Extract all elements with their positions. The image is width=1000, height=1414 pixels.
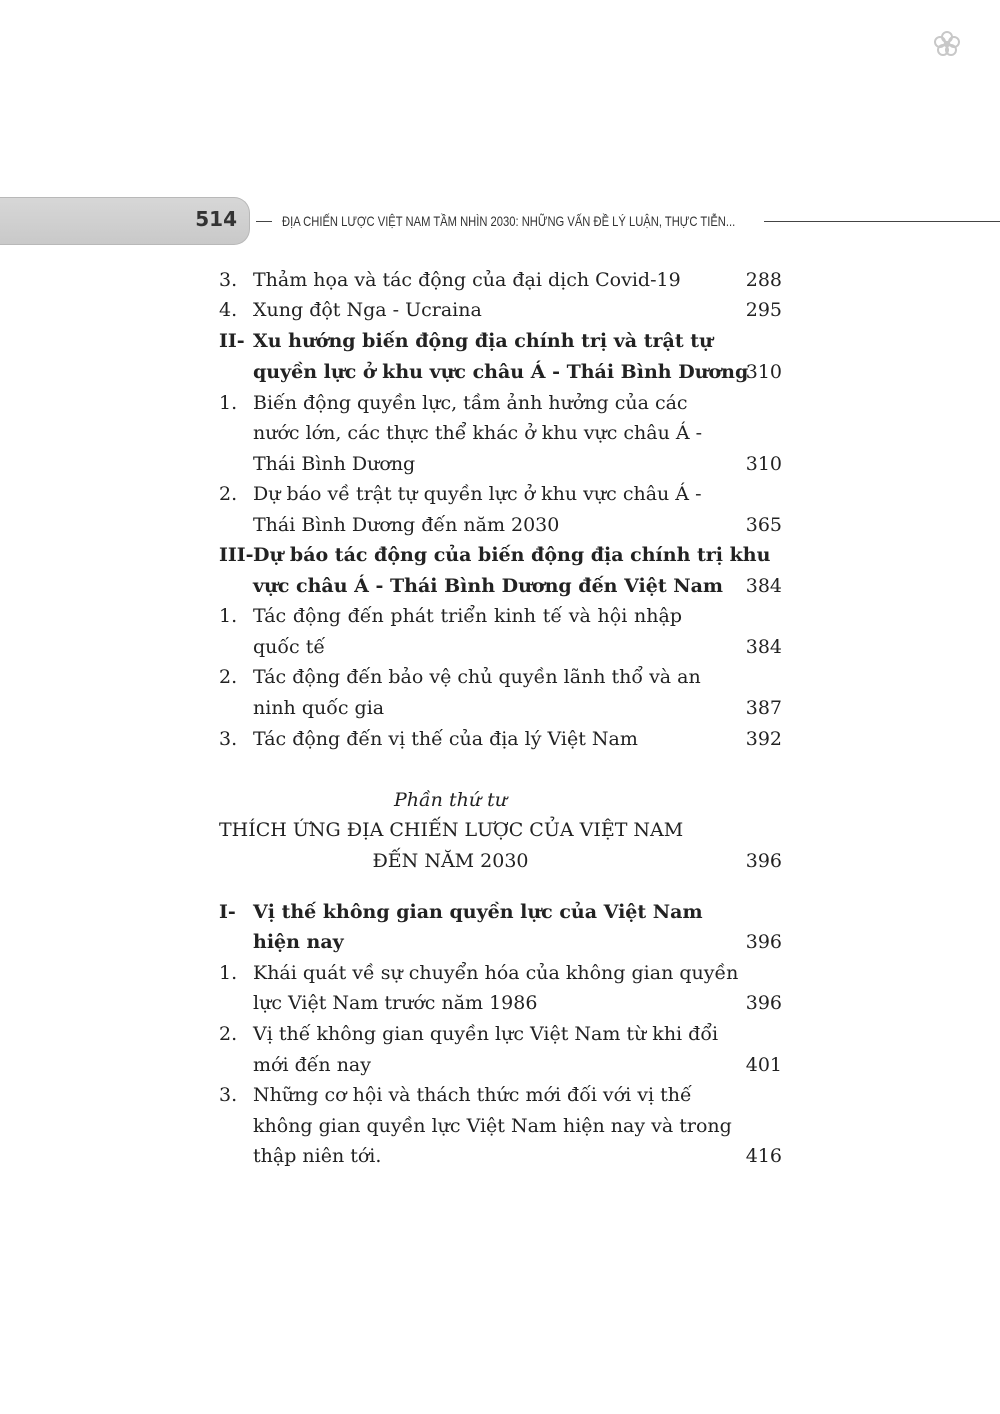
- page-number-tab: [0, 197, 250, 245]
- header-rule-left: [256, 221, 272, 222]
- toc-entry-number: 1.: [219, 392, 238, 414]
- toc-entry-page: 365: [745, 514, 782, 536]
- flower-ornament-icon: [933, 30, 961, 58]
- toc-section-number: III-: [219, 544, 254, 566]
- part-title-line1: THÍCH ỨNG ĐỊA CHIẾN LƯỢC CỦA VIỆT NAM: [219, 819, 684, 841]
- toc-entry-title-line2: quốc tế: [253, 636, 326, 658]
- toc-entry-page: 416: [745, 1145, 782, 1167]
- toc-entry-title-line2: nước lớn, các thực thể khác ở khu vực châu Á -: [253, 422, 703, 444]
- toc-entry-title-line2: không gian quyền lực Việt Nam hiện nay và trong: [253, 1115, 732, 1137]
- toc-entry-page: 310: [745, 453, 782, 475]
- header-rule-right: [764, 221, 1000, 222]
- toc-entry-title-line1: Khái quát về sự chuyển hóa của không gian quyền: [253, 962, 739, 984]
- toc-entry-title-line1: Dự báo về trật tự quyền lực ở khu vực châu Á -: [253, 483, 702, 505]
- part-label: Phần thứ tư: [394, 789, 507, 811]
- toc-entry-title-line1: Những cơ hội và thách thức mới đối với vị thế: [253, 1084, 692, 1106]
- part-page: 396: [745, 850, 782, 872]
- toc-section-page: 384: [745, 575, 782, 597]
- toc-entry-title: Tác động đến vị thế của địa lý Việt Nam: [253, 728, 638, 750]
- toc-entry-page: 401: [745, 1054, 782, 1076]
- toc-section-page: 310: [745, 361, 782, 383]
- toc-section-number: I-: [219, 901, 236, 923]
- toc-entry-title-line2: lực Việt Nam trước năm 1986: [253, 992, 538, 1014]
- toc-section-title-line1: Vị thế không gian quyền lực của Việt Nam: [253, 901, 703, 923]
- toc-entry-title-line1: Biến động quyền lực, tầm ảnh hưởng của các: [253, 392, 688, 414]
- toc-entry-title-line1: Tác động đến phát triển kinh tế và hội nhập: [253, 605, 682, 627]
- toc-entry-page: 295: [745, 299, 782, 321]
- toc-entry-title-line2: ninh quốc gia: [253, 697, 385, 719]
- toc-section-title-line2: quyền lực ở khu vực châu Á - Thái Bình Dương: [253, 361, 749, 383]
- toc-entry-title-line1: Vị thế không gian quyền lực Việt Nam từ khi đổi: [253, 1023, 719, 1045]
- toc-entry-number: 1.: [219, 962, 238, 984]
- toc-section-number: II-: [219, 330, 245, 352]
- page-number: 514: [195, 207, 237, 231]
- toc-section-page: 396: [745, 931, 782, 953]
- toc-entry-title-line2: mới đến nay: [253, 1054, 371, 1076]
- toc-entry-page: 396: [745, 992, 782, 1014]
- toc-entry-number: 3.: [219, 728, 238, 750]
- toc-section-title-line1: Xu hướng biến động địa chính trị và trật tự: [253, 330, 713, 352]
- toc-entry-title-line2: Thái Bình Dương đến năm 2030: [253, 514, 560, 536]
- toc-entry-title: Xung đột Nga - Ucraina: [253, 299, 482, 321]
- part-title-line2: ĐẾN NĂM 2030: [372, 850, 529, 872]
- toc-entry-number: 2.: [219, 483, 238, 505]
- toc-entry-number: 1.: [219, 605, 238, 627]
- toc-entry-page: 392: [745, 728, 782, 750]
- toc-entry-title-line1: Tác động đến bảo vệ chủ quyền lãnh thổ và an: [253, 666, 701, 688]
- toc-entry-title-line3: thập niên tới.: [253, 1145, 382, 1167]
- toc-entry-page: 384: [745, 636, 782, 658]
- toc-entry-title: Thảm họa và tác động của đại dịch Covid-19: [253, 269, 681, 291]
- running-header-title: ĐỊA CHIẾN LƯỢC VIỆT NAM TẦM NHÌN 2030: NHỮNG VẤN ĐỀ LÝ LUẬN, THỰC TIỄN...: [282, 213, 736, 229]
- toc-entry-number: 2.: [219, 666, 238, 688]
- toc-entry-number: 3.: [219, 269, 238, 291]
- toc-entry-page: 387: [745, 697, 782, 719]
- toc-entry-page: 288: [745, 269, 782, 291]
- toc-entry-number: 3.: [219, 1084, 238, 1106]
- toc-section-title-line2: vực châu Á - Thái Bình Dương đến Việt Nam: [253, 575, 723, 597]
- toc-section-title-line2: hiện nay: [253, 931, 344, 953]
- toc-entry-number: 2.: [219, 1023, 238, 1045]
- toc-entry-number: 4.: [219, 299, 238, 321]
- toc-entry-title-line3: Thái Bình Dương: [253, 453, 416, 475]
- toc-section-title-line1: Dự báo tác động của biến động địa chính trị khu: [253, 544, 771, 566]
